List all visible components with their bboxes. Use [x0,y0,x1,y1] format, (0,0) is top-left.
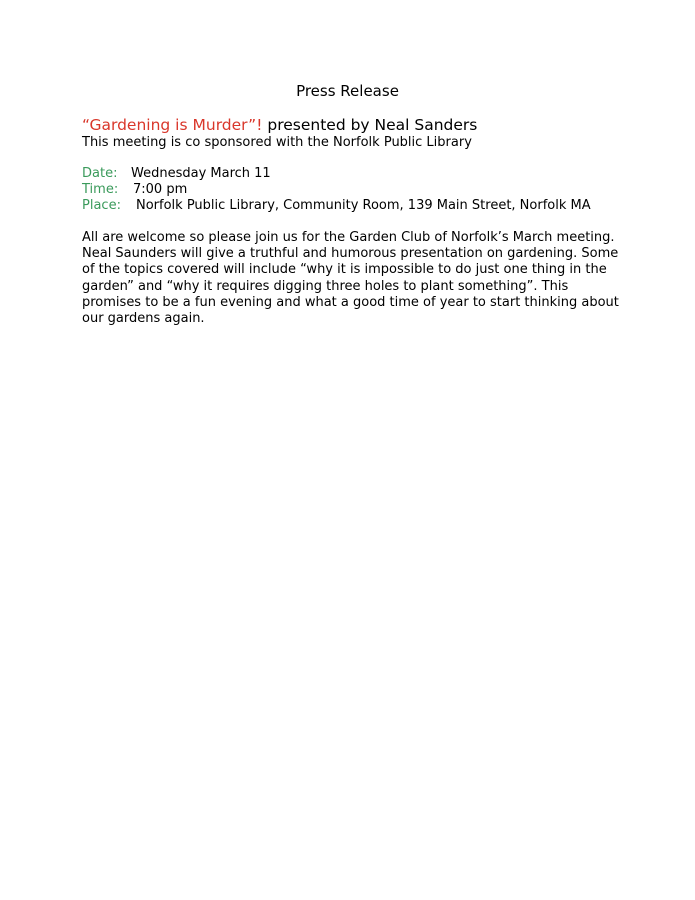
detail-place [82,198,591,214]
sponsor-line: This meeting is co sponsored with the Norfolk Public Library [82,135,472,150]
place-label: Place: [82,198,121,213]
date-label: Date: [82,166,118,181]
detail-date [82,166,271,182]
date-value: Wednesday March 11 [131,166,271,181]
event-presenter: presented by Neal Sanders [262,116,478,134]
body-paragraph: All are welcome so please join us for the Garden Club of Norfolk’s March meeting. Neal Saunders will give a truthful and humorous presentation on gardening. Some of the topics covered will include “why it is impossible to do just one thing in the garden” and “why it requires digging three holes to plant something”. This promises to be a fun evening and what a good time of year to start thinking about our gardens again. [82,230,619,327]
place-value: Norfolk Public Library, Community Room, 139 Main Street, Norfolk MA [136,198,591,213]
event-name: “Gardening is Murder”! [82,116,263,134]
time-value: 7:00 pm [133,182,188,197]
detail-time [82,182,187,198]
time-label: Time: [82,182,119,197]
event-headline [82,116,477,135]
page-title: Press Release [296,82,399,100]
